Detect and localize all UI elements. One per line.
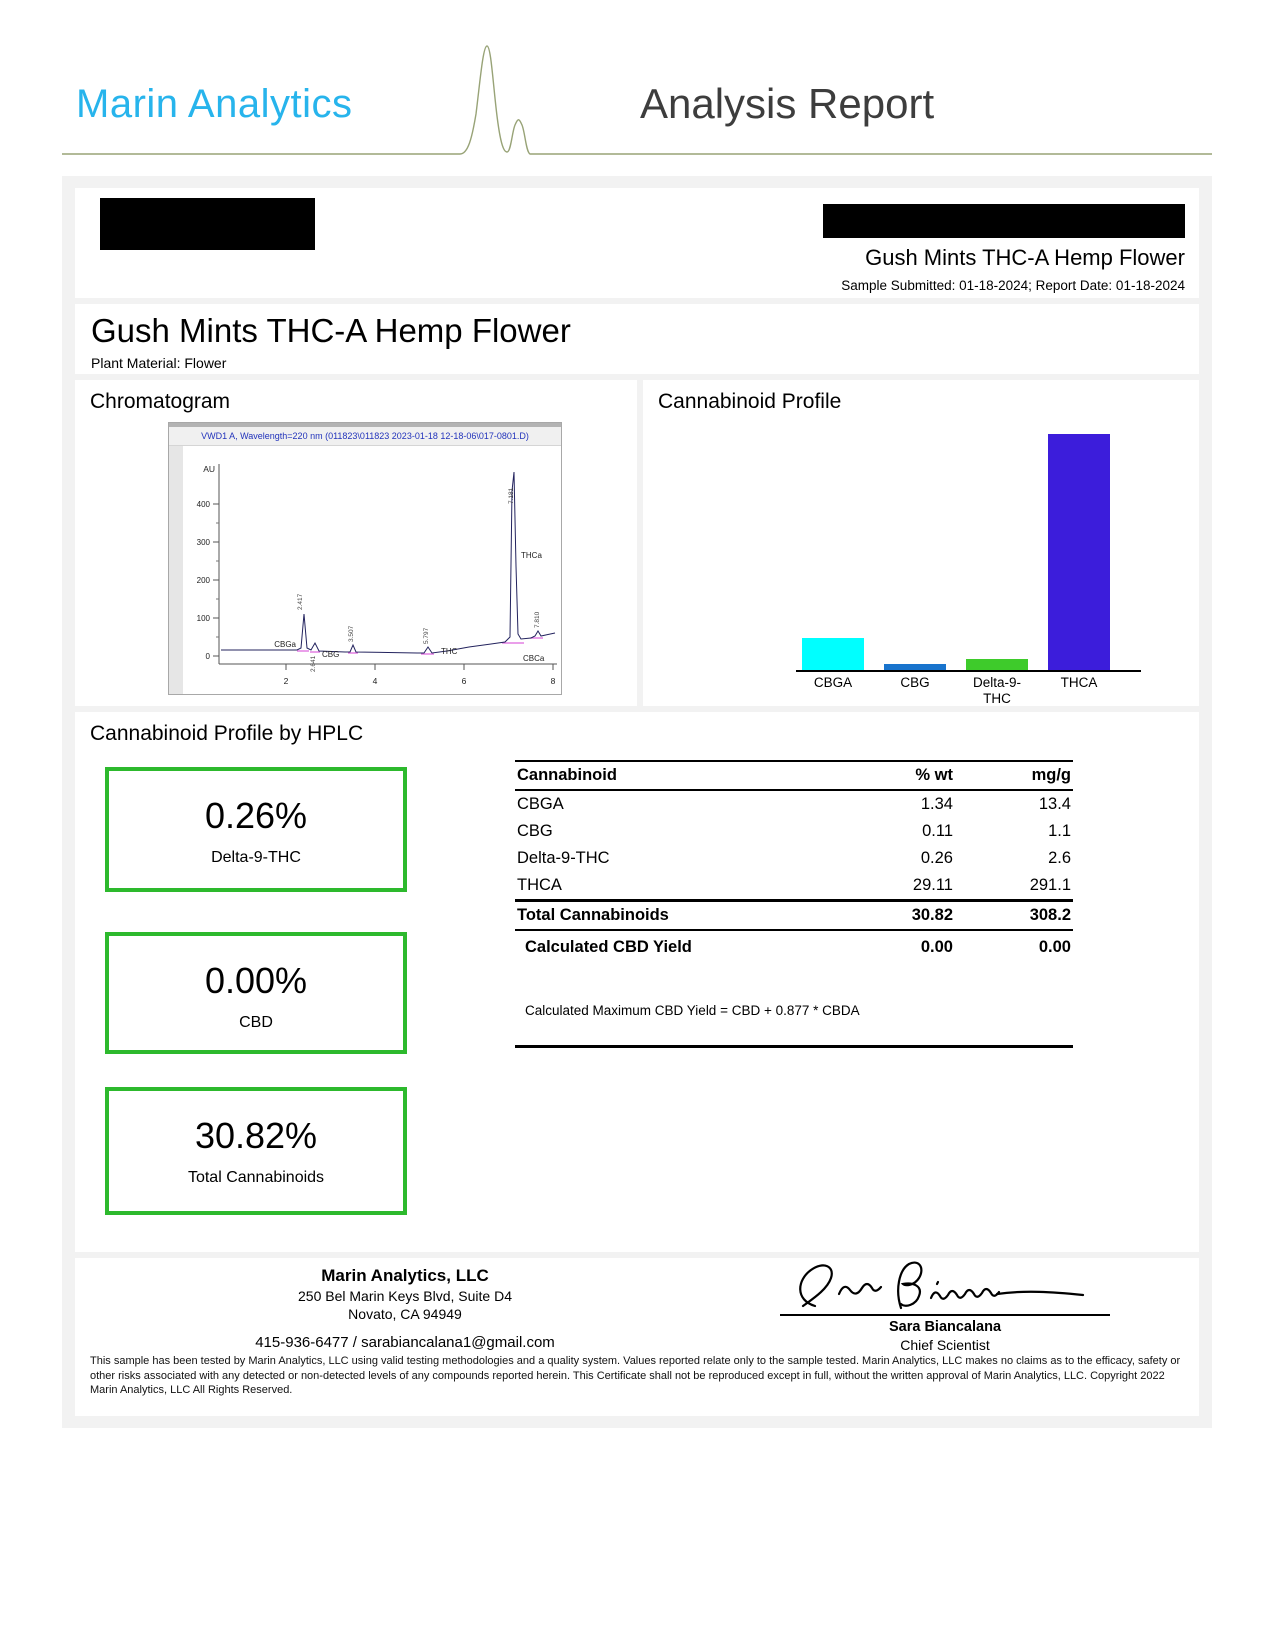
hplc-table-wrap — [515, 760, 1073, 1048]
summary-value: 0.26% — [204, 795, 308, 836]
product-name-heading: Gush Mints THC-A Hemp Flower — [91, 312, 571, 349]
product-title-card — [75, 304, 1199, 374]
sample-info-block — [823, 204, 1185, 293]
chromatogram-text: THC — [441, 647, 458, 656]
signature-rule — [780, 1314, 1110, 1316]
table-cell: CBG — [517, 822, 553, 840]
summary-value: 30.82% — [194, 1115, 318, 1156]
legal-disclaimer: This sample has been tested by Marin Analytics, LLC using valid testing methodologies and a quality system. Values reported relate only to the sample tested. Marin Analytics, LLC makes no claims as to the efficacy, safety or other risks associated with any detected or non-detected levels of any compounds reported herein. This Certificate shall not be reproduced except in full, without the written approval of Marin Analytics, LLC. Copyright 2022 Marin Analytics, LLC All Rights Reserved. — [90, 1355, 1181, 1397]
table-cell: 13.4 — [1038, 795, 1071, 813]
report-title: Analysis Report — [640, 80, 935, 127]
chromatogram-text: 4 — [372, 676, 378, 686]
chromatogram-card — [75, 380, 637, 706]
chromatogram-text: 200 — [196, 576, 210, 585]
table-row — [515, 872, 1073, 901]
chromatogram-text: CBGa — [274, 640, 296, 649]
hplc-card — [75, 712, 1199, 1252]
table-row — [515, 790, 1073, 818]
table-header: % wt — [845, 761, 955, 790]
chromatogram-text: AU — [203, 464, 215, 474]
table-row — [515, 818, 1073, 845]
chromatogram-instrument-line: VWD1 A, Wavelength=220 nm (011823\011823 2023-01-18 12-18-06\017-0801.D) — [169, 427, 561, 446]
hplc-heading: Cannabinoid Profile by HPLC — [90, 722, 364, 745]
lab-address-line1: 250 Bel Marin Keys Blvd, Suite D4 — [298, 1288, 512, 1304]
table-cell: 30.82 — [845, 901, 955, 931]
signature-block — [765, 1258, 1125, 1353]
cannabinoid-table — [515, 760, 1073, 961]
table-cell: Calculated CBD Yield — [525, 938, 692, 956]
chromatogram-image — [168, 422, 562, 695]
cbd-yield-formula: Calculated Maximum CBD Yield = CBD + 0.877 * CBDA — [525, 1003, 860, 1018]
lab-company-name: Marin Analytics, LLC — [321, 1266, 489, 1285]
chromatogram-text: 8 — [550, 676, 556, 686]
chromatogram-text: THCa — [521, 551, 542, 560]
table-cell: 1.34 — [920, 795, 953, 813]
signer-name: Sara Biancalana — [888, 1319, 1002, 1335]
table-cell: 0.26 — [920, 849, 953, 867]
bar-thca — [1048, 434, 1110, 670]
summary-box-total-cannabinoids — [105, 1087, 407, 1215]
summary-box-cbd — [105, 932, 407, 1054]
chromatogram-heading: Chromatogram — [90, 390, 231, 413]
redacted-bar-right — [823, 204, 1185, 238]
chromatogram-text: 100 — [196, 614, 210, 623]
table-cell: THCA — [517, 876, 562, 894]
table-cell: 1.1 — [1048, 822, 1071, 840]
sample-product-name: Gush Mints THC-A Hemp Flower — [865, 245, 1185, 270]
cannabinoid-profile-card — [643, 380, 1199, 706]
bar-label: CBGA — [813, 675, 853, 690]
table-cell: Total Cannabinoids — [515, 901, 845, 931]
chromatogram-text: CBCa — [523, 654, 545, 663]
bar-delta-9-thc — [966, 659, 1028, 670]
cannabinoid-bar-chart — [796, 432, 1141, 727]
table-row — [515, 845, 1073, 872]
table-row — [515, 901, 1073, 931]
table-header: Cannabinoid — [515, 761, 845, 790]
summary-box-delta-9-thc — [105, 767, 407, 892]
summary-value: 0.00% — [204, 960, 308, 1001]
lab-address-line2: Novato, CA 94949 — [348, 1306, 462, 1322]
chromatogram-text: CBG — [322, 650, 340, 659]
chromatogram-text: 2.417 — [297, 593, 304, 610]
chromatogram-text: 3.507 — [348, 625, 355, 642]
bar-cbga — [802, 638, 864, 670]
brand-logo-text: Marin Analytics — [76, 82, 353, 126]
table-cell: 0.00 — [1038, 938, 1071, 956]
table-cell: 308.2 — [955, 901, 1073, 931]
chromatogram-text: 5.797 — [423, 627, 430, 644]
chromatogram-text: 7.181 — [508, 487, 515, 504]
table-cell: CBGA — [517, 795, 564, 813]
bar-label: CBG — [900, 675, 930, 690]
chromatogram-text: 400 — [196, 500, 210, 509]
table-row — [515, 930, 1073, 961]
chromatogram-text: 300 — [196, 538, 210, 547]
bar-chart-axis — [796, 670, 1141, 672]
sample-header-card — [75, 188, 1199, 298]
redacted-bar-left — [100, 198, 315, 250]
report-body — [62, 176, 1212, 1428]
table-cell: 0.11 — [922, 822, 953, 840]
summary-label: Delta-9-THC — [211, 849, 301, 866]
bar-label: Delta-9-THC — [972, 675, 1021, 706]
table-cell: 2.6 — [1048, 849, 1071, 867]
chromatogram-text: 6 — [461, 676, 467, 686]
cannabinoid-profile-heading: Cannabinoid Profile — [658, 390, 842, 413]
chromatogram-text: 2 — [283, 676, 289, 686]
table-cell: 0.00 — [920, 938, 953, 956]
signature-icon — [785, 1258, 1105, 1314]
lab-phone-email: 415-936-6477 / sarabiancalana1@gmail.com — [255, 1334, 555, 1351]
plant-material-label: Plant Material: Flower — [91, 355, 227, 371]
table-header: mg/g — [955, 761, 1073, 790]
lab-contact-block — [205, 1266, 605, 1351]
signer-title: Chief Scientist — [900, 1337, 990, 1353]
summary-label: Total Cannabinoids — [187, 1169, 325, 1186]
table-end-rule — [515, 1045, 1073, 1048]
chromatogram-text: 0 — [205, 652, 210, 661]
table-cell: 291.1 — [1029, 876, 1071, 894]
sample-dates: Sample Submitted: 01-18-2024; Report Date: 01-18-2024 — [841, 278, 1185, 293]
table-cell: 29.11 — [912, 876, 953, 894]
chromatogram-text: 7.810 — [534, 611, 541, 628]
footer-card — [75, 1258, 1199, 1416]
report-header — [62, 40, 1212, 160]
chromatogram-plot — [169, 446, 561, 694]
chromatogram-text: 2.641 — [310, 655, 317, 672]
summary-label: CBD — [239, 1014, 273, 1031]
table-cell: Delta-9-THC — [517, 849, 610, 867]
bar-label: THCA — [1060, 675, 1098, 690]
